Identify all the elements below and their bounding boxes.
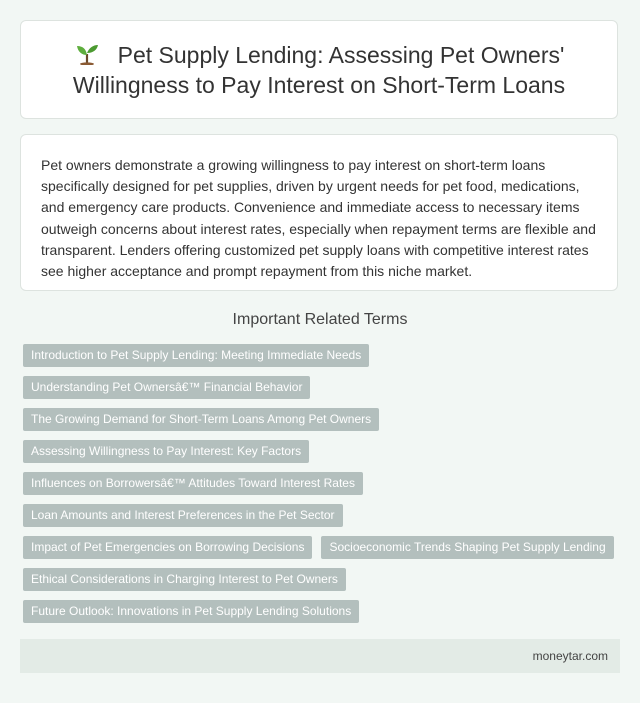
related-term-tag[interactable]: Impact of Pet Emergencies on Borrowing Decisions bbox=[23, 536, 312, 559]
footer-site-link[interactable]: moneytar.com bbox=[532, 649, 608, 663]
related-term-tag[interactable]: Assessing Willingness to Pay Interest: Key Factors bbox=[23, 440, 309, 463]
related-term-tag[interactable]: The Growing Demand for Short-Term Loans Among Pet Owners bbox=[23, 408, 379, 431]
related-term-tag[interactable]: Socioeconomic Trends Shaping Pet Supply Lending bbox=[321, 536, 613, 559]
page-title-text: Pet Supply Lending: Assessing Pet Owners' Willingness to Pay Interest on Short-Term Loans bbox=[72, 41, 566, 98]
related-term-tag[interactable]: Influences on Borrowersâ€™ Attitudes Toward Interest Rates bbox=[23, 472, 363, 495]
related-terms-heading: Important Related Terms bbox=[232, 311, 408, 328]
related-term-tag[interactable]: Introduction to Pet Supply Lending: Meeting Immediate Needs bbox=[23, 344, 369, 367]
title-card bbox=[20, 20, 618, 119]
related-term-tag[interactable]: Ethical Considerations in Charging Interest to Pet Owners bbox=[23, 568, 346, 591]
related-terms-list bbox=[23, 344, 623, 623]
related-term-tag[interactable]: Future Outlook: Innovations in Pet Supply Lending Solutions bbox=[23, 600, 359, 623]
related-term-tag[interactable]: Loan Amounts and Interest Preferences in the Pet Sector bbox=[23, 504, 343, 527]
summary-text: Pet owners demonstrate a growing willingness to pay interest on short-term loans specifically designed for pet supplies, driven by urgent needs for pet food, medications, and emergency care products. Convenience and immediate access to necessary items outweigh concerns about interest rates, especially when repayment terms are flexible and transparent. Lenders offering customized pet supply loans with competitive interest rates see higher acceptance and prompt repayment from this niche market. bbox=[41, 157, 596, 280]
summary-card bbox=[20, 134, 618, 291]
sprout-icon bbox=[74, 43, 100, 65]
footer bbox=[20, 639, 620, 673]
page-title bbox=[21, 40, 617, 100]
related-term-tag[interactable]: Understanding Pet Ownersâ€™ Financial Behavior bbox=[23, 376, 310, 399]
